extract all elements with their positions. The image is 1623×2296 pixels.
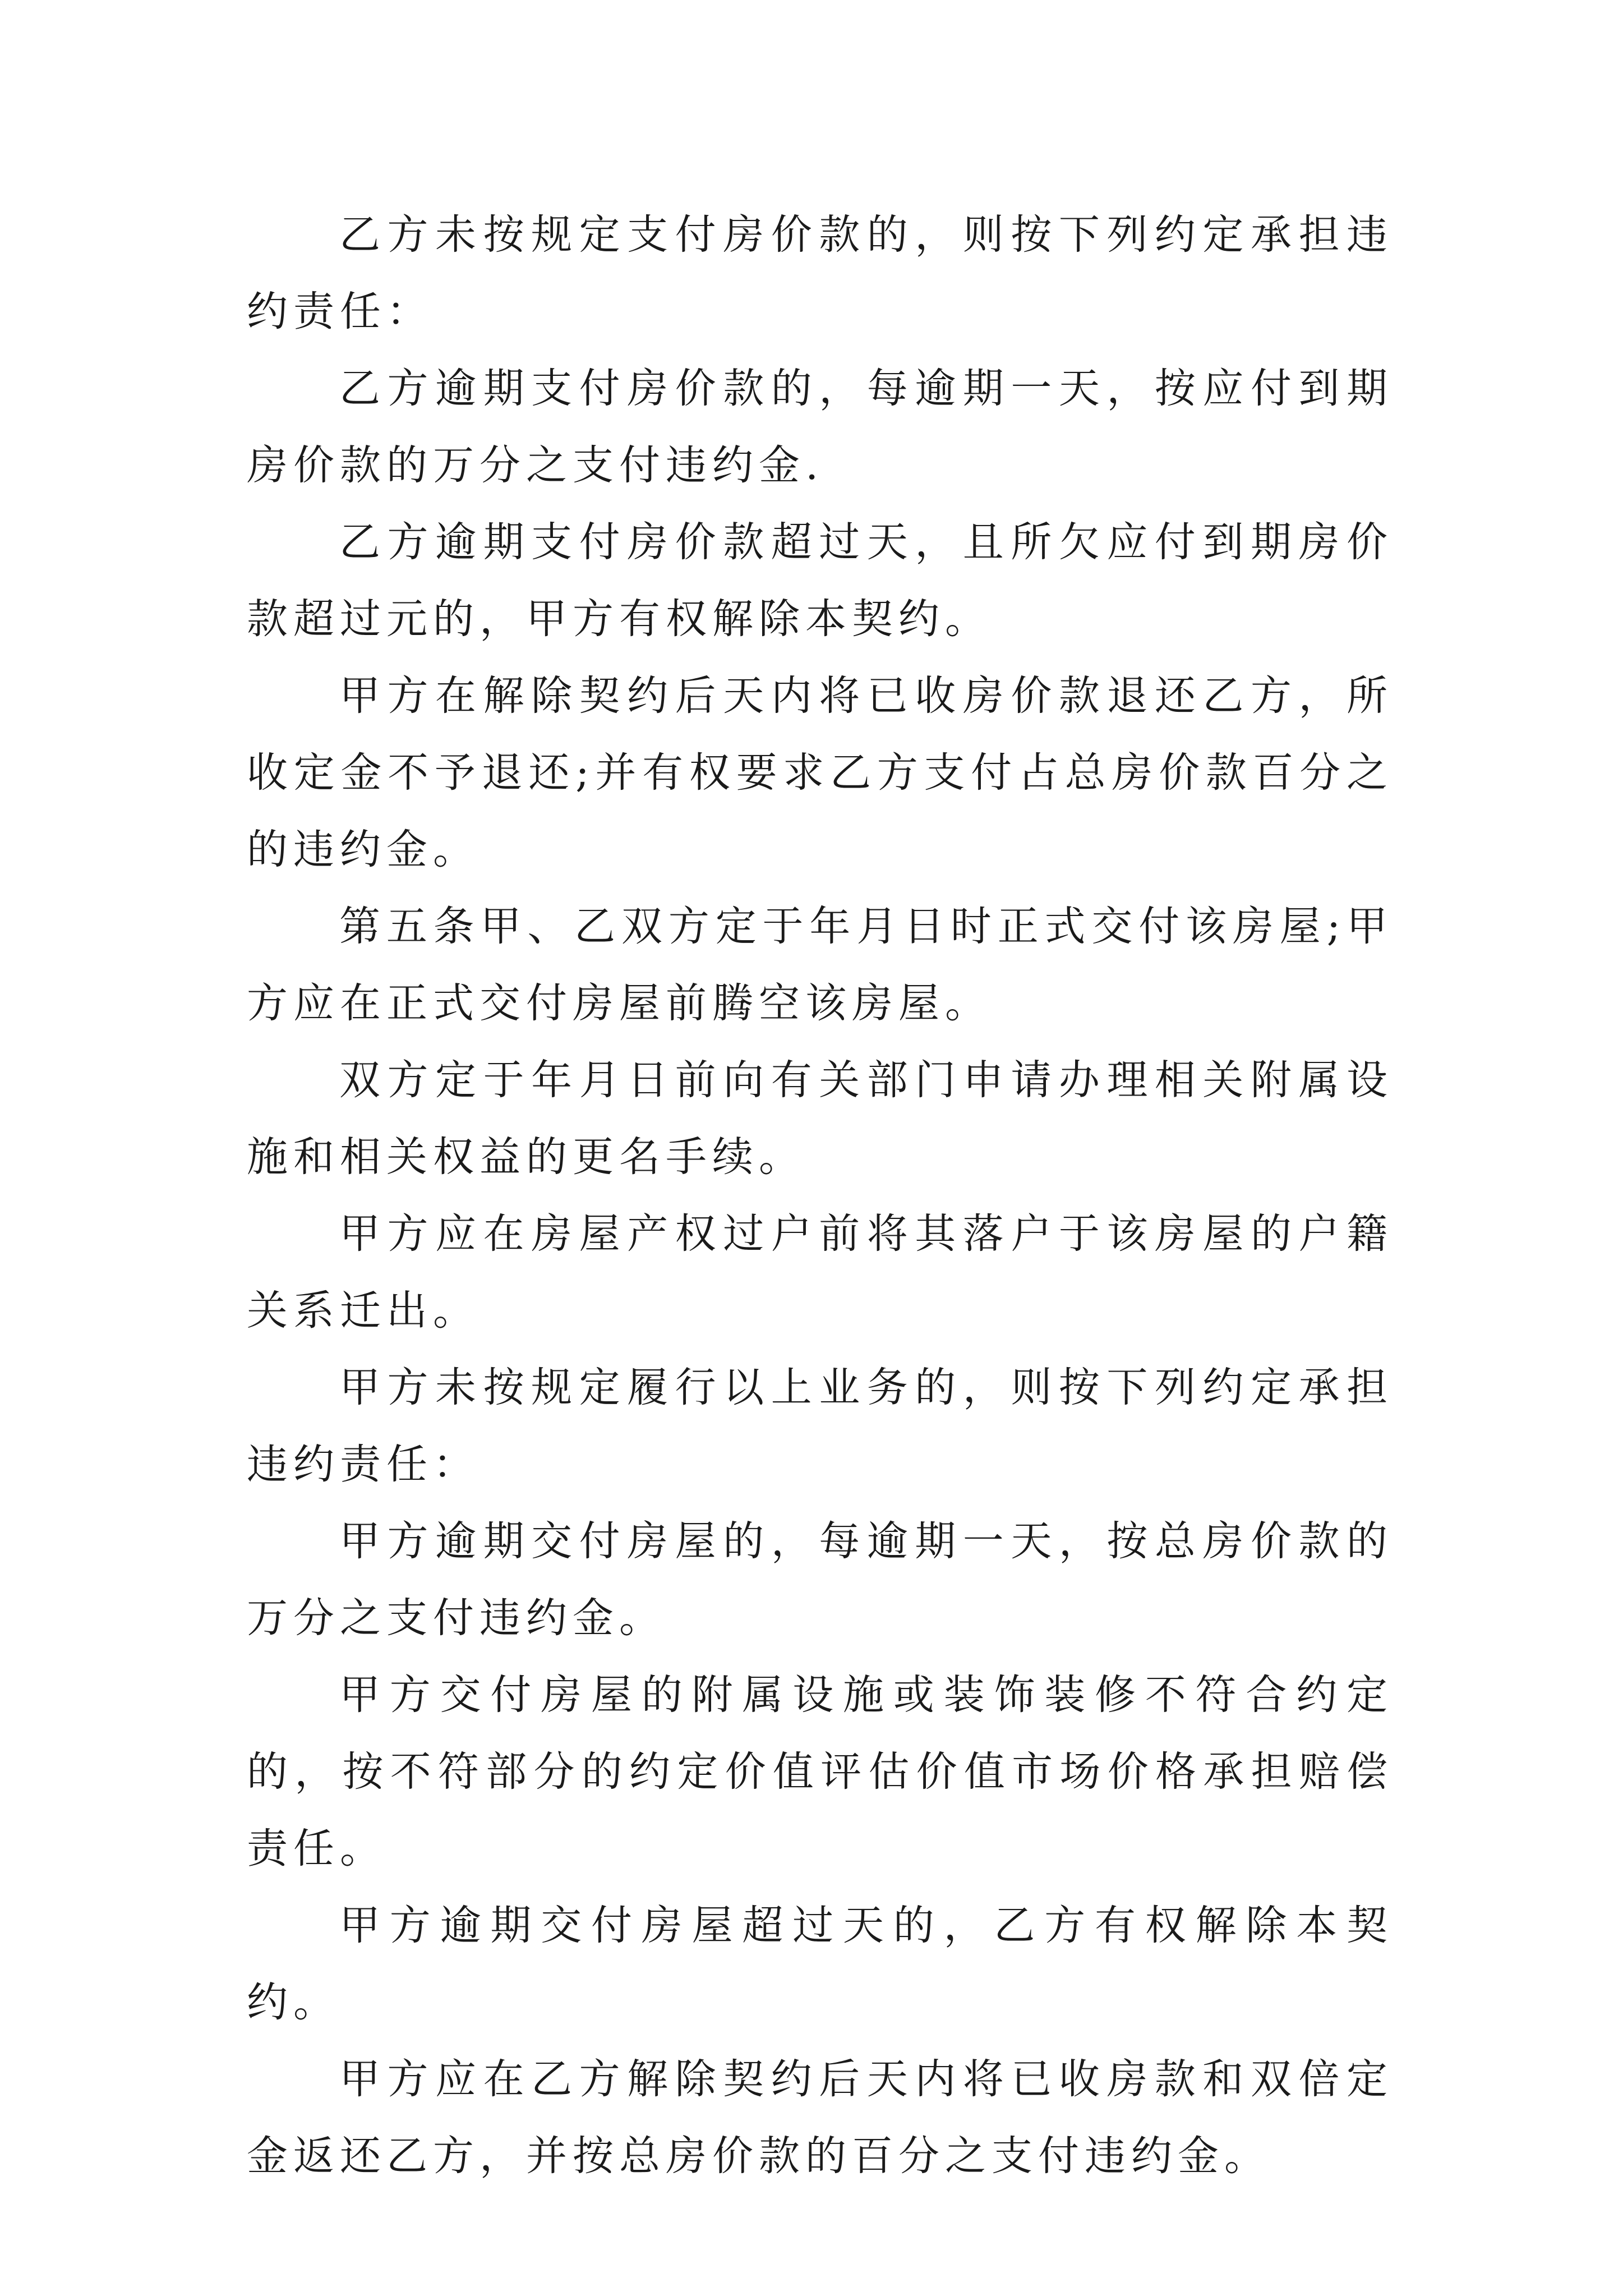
paragraph: 甲方应在房屋产权过户前将其落户于该房屋的户籍关系迁出。: [247, 1210, 1393, 1335]
paragraph: 甲方在解除契约后天内将已收房价款退还乙方，所收定金不予退还;并有权要求乙方支付占总房价款百分之的违约金。: [247, 672, 1393, 873]
paragraph: 甲方未按规定履行以上业务的，则按下列约定承担违约责任：: [247, 1364, 1393, 1488]
paragraph: 第五条甲、乙双方定于年月日时正式交付该房屋;甲方应在正式交付房屋前腾空该房屋。: [247, 903, 1393, 1027]
document-body: [247, 196, 1393, 2194]
paragraph: 甲方应在乙方解除契约后天内将已收房款和双倍定金返还乙方，并按总房价款的百分之支付违约金。: [247, 2055, 1393, 2180]
paragraph: 甲方逾期交付房屋超过天的，乙方有权解除本契约。: [247, 1902, 1393, 2026]
paragraph: 双方定于年月日前向有关部门申请办理相关附属设施和相关权益的更名手续。: [247, 1056, 1393, 1181]
paragraph: 甲方交付房屋的附属设施或装饰装修不符合约定的，按不符部分的约定价值评估价值市场价格承担赔偿责任。: [247, 1671, 1393, 1872]
paragraph: 乙方逾期支付房价款超过天，且所欠应付到期房价款超过元的，甲方有权解除本契约。: [247, 518, 1393, 643]
paragraph: 乙方逾期支付房价款的，每逾期一天，按应付到期房价款的万分之支付违约金.: [247, 365, 1393, 489]
paragraph: 甲方逾期交付房屋的，每逾期一天，按总房价款的万分之支付违约金。: [247, 1517, 1393, 1642]
paragraph: 乙方未按规定支付房价款的，则按下列约定承担违约责任：: [247, 211, 1393, 335]
